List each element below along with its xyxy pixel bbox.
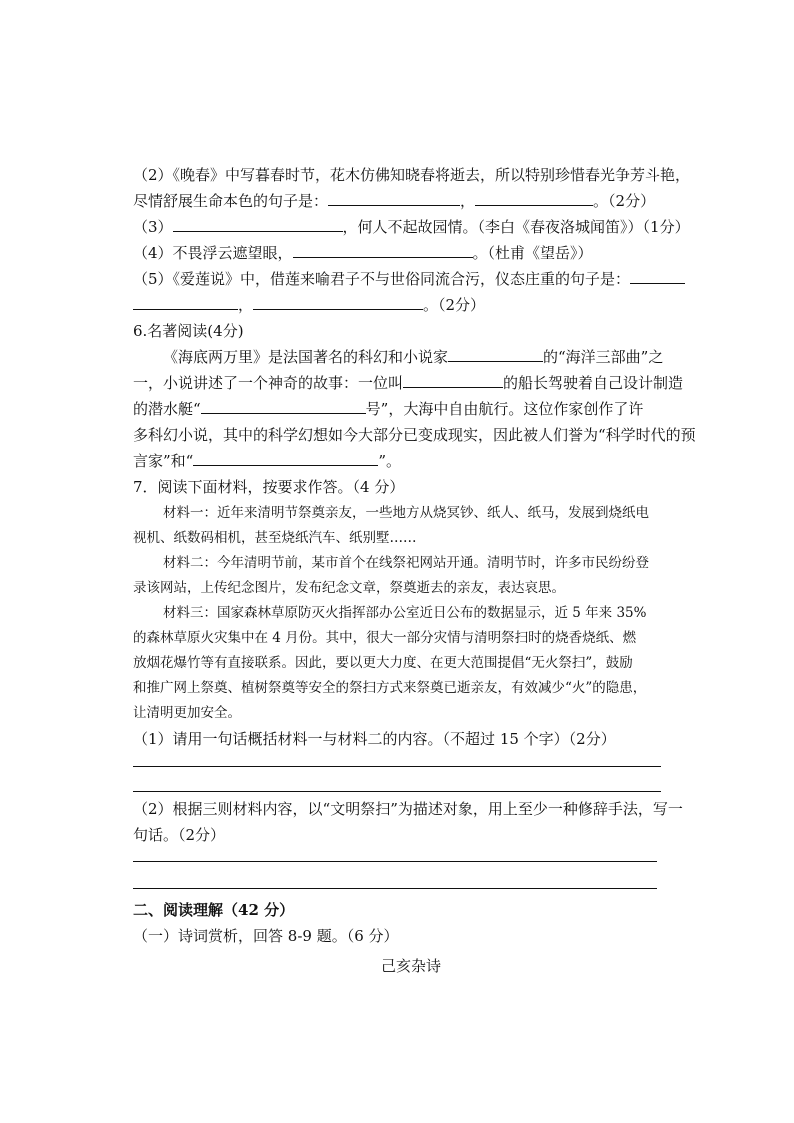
q6-l5-end: ”。 [378,452,402,470]
q3-prefix: （3） [133,218,173,236]
q7-sub2-answer-line-2[interactable] [133,888,657,889]
q7-sub2-question-line1: （2）根据三则材料内容，以“文明祭扫”为描述对象，用上至少一种修辞手法，写一 [133,800,683,818]
q7-material2-line2: 录该网站，上传纪念图片，发布纪念文章，祭奠逝去的亲友，表达哀思。 [133,580,565,596]
q2-line1: （2）《晚春》中写暮春时节，花木仿佛知晓春将逝去，所以特别珍惜春光争芳斗艳， [133,166,691,184]
q6-line5 [133,451,663,471]
q5-prefix: （5）《爱莲说》中，借莲来喻君子不与世俗同流合污，仪态庄重的句子是： [133,270,631,288]
q6-line4: 多科幻小说，其中的科学幻想如今大部分已变成现实，因此被人们誉为“科学时代的预 [133,426,696,444]
q7-material1-line1: 材料一：近年来清明节祭奠亲友，一些地方从烧冥钞、纸人、纸马，发展到烧纸电 [163,505,649,521]
q2-blank-1[interactable] [328,191,460,206]
q5-line1 [133,269,663,289]
q6-l3-end: 号”，大海中自由航行。这位作家创作了许 [365,400,644,418]
section2-subheading: （一）诗词赏析，回答 8-9 题。（6 分） [133,927,399,945]
q6-l5-text: 言家”和“ [133,452,194,470]
q2-suffix: 。（2分） [593,192,656,210]
q7-material3-line3: 放烟花爆竹等有直接联系。因此，要以更大力度、在更大范围提倡“无火祭扫”，鼓励 [133,655,633,671]
q5-mid: ， [238,296,254,314]
poem-title: 己亥杂诗 [380,957,441,975]
q7-material3-line2: 的森林草原火灾集中在 4 月份。其中，很大一部分灾情与清明祭扫时的烧香烧纸、燃 [133,630,637,646]
q2-line2 [133,191,663,211]
q5-suffix: 。（2分） [423,296,486,314]
q6-l2-end: 的船长驾驶着自己设计制造 [503,374,684,392]
q4-prefix: （4）不畏浮云遮望眼， [133,244,293,262]
q7-material3-line1: 材料三：国家森林草原防灭火指挥部办公室近日公布的数据显示，近 5 年来 35% [163,605,647,621]
q6-heading: 6.名著阅读(4分) [133,322,244,340]
q5-blank-1[interactable] [630,269,685,284]
q7-sub2-answer-line-1[interactable] [133,861,657,862]
q6-blank-author[interactable] [448,347,543,362]
q4-suffix: 。（杜甫《望岳》） [472,244,593,262]
q6-blank-captain[interactable] [403,373,503,388]
q6-line2 [133,373,684,393]
q7-material3-line4: 和推广网上祭奠、植树祭奠等安全的祭扫方式来祭奠已逝亲友，有效减少“火”的隐患， [133,680,647,696]
q5-blank-2[interactable] [133,295,238,310]
q7-sub1-question: （1）请用一句话概括材料一与材料二的内容。（不超过 15 个字）（2分） [133,730,616,748]
q3-line [133,217,690,237]
section2-heading: 二、阅读理解（42 分） [133,901,295,919]
q6-l1-end: 的“海洋三部曲”之 [543,348,664,366]
q7-heading: 7．阅读下面材料，按要求作答。（4 分） [133,478,405,496]
q6-line3 [133,399,663,419]
q6-blank-submarine[interactable] [201,399,366,414]
q5-blank-3[interactable] [253,295,423,310]
q7-sub1-answer-line-2[interactable] [133,791,661,792]
q4-blank[interactable] [293,243,473,258]
q5-line2 [133,295,663,315]
q7-sub2-question-line2: 句话。（2分） [133,826,226,844]
q3-blank[interactable] [173,217,343,232]
q7-material1-line2: 视机、纸数码相机，甚至烧纸汽车、纸别墅…… [133,530,417,546]
q3-suffix: ，何人不起故园情。（李白《春夜洛城闻笛》）（1分） [342,218,690,236]
q4-line [133,243,663,263]
q2-mid: ， [460,192,476,210]
q7-material3-line5: 让清明更加安全。 [133,705,241,721]
q7-material2-line1: 材料二：今年清明节前，某市首个在线祭祀网站开通。清明节时，许多市民纷纷登 [163,555,649,571]
q6-line1 [133,347,663,367]
q6-l2-text: 一，小说讲述了一个神奇的故事：一位叫 [133,374,404,392]
q2-blank-2[interactable] [475,191,593,206]
q2-prefix: 尽情舒展生命本色的句子是： [133,192,329,210]
q6-blank-title[interactable] [193,451,378,466]
q6-l3-text: 的潜水艇“ [133,400,201,418]
q7-sub1-answer-line-1[interactable] [133,766,661,767]
q6-l1-text: 《海底两万里》是法国著名的科幻和小说家 [163,348,449,366]
